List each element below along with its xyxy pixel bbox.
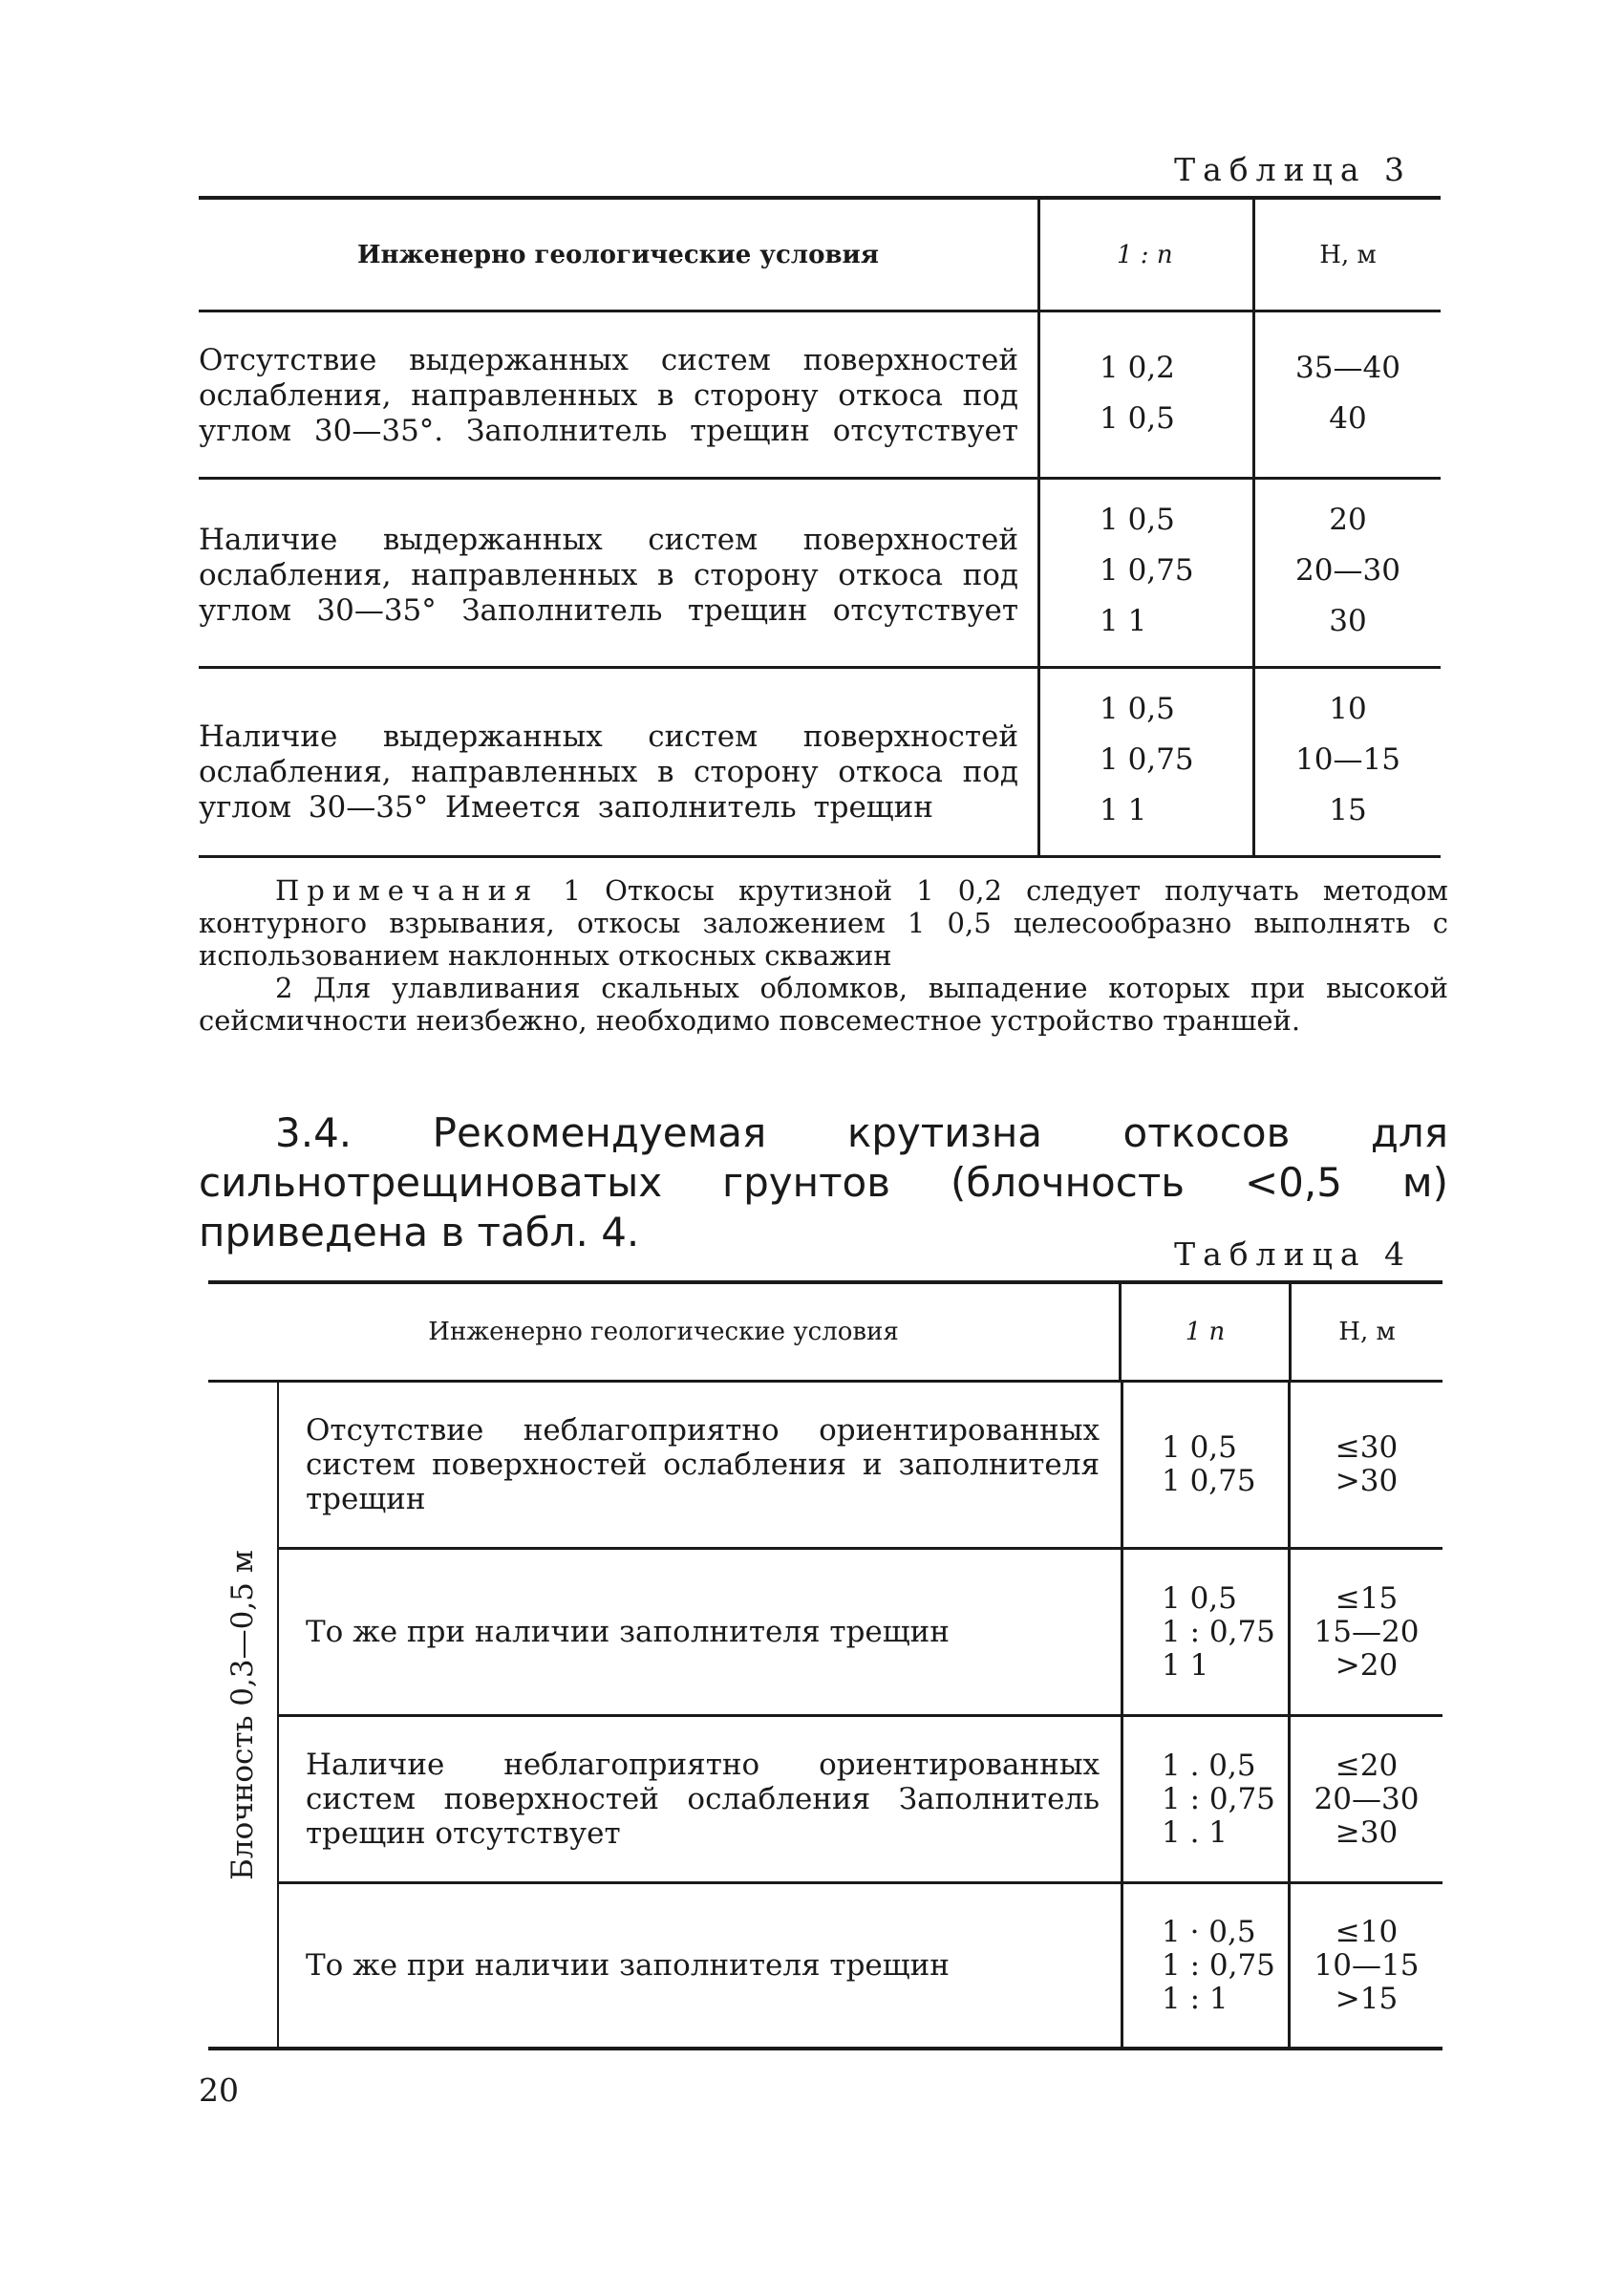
note-1: 1 Откосы крутизной 1 0,2 следует получать методом контурного взрывания, откосы заложением 1 0,5 целесообразно выполнять с использованием наклонных откосных скважин — [199, 874, 1448, 972]
blockiness-label: Блочность 0,3—0,5 м — [225, 1549, 260, 1880]
table4-row2-ratios — [1121, 1550, 1288, 1714]
height-value: 15—20 — [1314, 1614, 1420, 1649]
height-value: 15 — [1329, 793, 1367, 827]
table4-label: Таблица 4 — [1174, 1235, 1412, 1273]
table4-header-height: H, м — [1289, 1284, 1442, 1380]
paragraph-3-4: 3.4. Рекомендуемая крутизна откосов для сильнотрещиноватых грунтов (блочность <0,5 м) приведена в табл. 4. — [199, 1109, 1448, 1256]
table4-row2-conditions — [279, 1550, 1121, 1714]
table3-header-ratio: 1 : n — [1037, 200, 1252, 310]
condition-line: Отсутствие выдержанных систем поверхностей — [199, 343, 1018, 377]
table4-row4-ratios — [1121, 1884, 1288, 2047]
table3-row1-heights — [1252, 312, 1441, 477]
ratio-value: 1 0,75 — [1100, 742, 1194, 777]
height-value: 35—40 — [1295, 351, 1400, 385]
condition-line: углом 30—35°. Заполнитель трещин отсутствует — [199, 414, 1018, 448]
table4-row — [279, 1550, 1442, 1717]
table-4 — [208, 1280, 1442, 2050]
ratio-value: 1 1 — [1162, 1647, 1209, 1683]
table4-side-label — [208, 1383, 279, 2047]
height-value: ≤20 — [1335, 1748, 1399, 1783]
table4-row4-conditions — [279, 1884, 1121, 2047]
table3-row1-ratios — [1037, 312, 1252, 477]
table4-row1-ratios — [1121, 1383, 1288, 1547]
condition-line: ослабления, направленных в сторону откоса под — [199, 755, 1018, 789]
condition-text: Наличие неблагоприятно ориентированных систем поверхностей ослабления Заполнитель трещин отсутствует — [306, 1748, 1100, 1851]
condition-line: ослабления, направленных в сторону откоса под — [199, 378, 1018, 413]
height-value: ≤30 — [1335, 1430, 1399, 1465]
table3-row2-ratios — [1037, 480, 1252, 666]
ratio-value: 1 0,2 — [1100, 351, 1175, 385]
condition-text: То же при наличии заполнителя трещин — [306, 1948, 950, 1983]
condition-line: углом 30—35° Имеется заполнитель трещин — [199, 790, 933, 825]
table4-header — [208, 1284, 1442, 1383]
table3-row2-conditions — [199, 480, 1037, 666]
table4-row — [279, 1383, 1442, 1550]
ratio-value: 1 . 1 — [1162, 1814, 1229, 1850]
height-value: 40 — [1329, 401, 1367, 436]
table3-row — [199, 669, 1441, 858]
table3-row1-conditions — [199, 312, 1037, 477]
condition-line: Наличие выдержанных систем поверхностей — [199, 523, 1018, 557]
height-value: >20 — [1335, 1647, 1399, 1683]
table3-header-conditions: Инженерно геологические условия — [356, 240, 880, 269]
note-2: 2 Для улавливания скальных обломков, выпадение которых при высокой сейсмичности неизбежно, необходимо повсеместное устройство траншей. — [199, 972, 1448, 1037]
table4-row1-heights — [1288, 1383, 1442, 1547]
height-value: ≤15 — [1335, 1580, 1399, 1616]
condition-line: углом 30—35° Заполнитель трещин отсутствует — [199, 593, 1018, 628]
height-value: >30 — [1335, 1464, 1399, 1498]
table3-row3-heights — [1252, 669, 1441, 855]
height-value: 30 — [1329, 604, 1367, 638]
ratio-value: 1 0,75 — [1162, 1464, 1256, 1498]
height-value: >15 — [1335, 1981, 1399, 2016]
height-value: ≥30 — [1335, 1814, 1399, 1850]
table4-row3-heights — [1288, 1717, 1442, 1881]
table4-row4-heights — [1288, 1884, 1442, 2047]
condition-line: Наличие выдержанных систем поверхностей — [199, 719, 1018, 754]
table4-row2-heights — [1288, 1550, 1442, 1714]
table4-header-ratio: 1 n — [1119, 1284, 1289, 1380]
condition-text: Отсутствие неблагоприятно ориентированных систем поверхностей ослабления и заполнителя трещин — [306, 1413, 1100, 1516]
ratio-value: 1 : 0,75 — [1162, 1781, 1275, 1816]
table3-row3-conditions — [199, 669, 1037, 855]
ratio-value: 1 : 0,75 — [1162, 1947, 1275, 1983]
table-3 — [199, 196, 1441, 858]
height-value: ≤10 — [1335, 1914, 1399, 1949]
table3-row — [199, 480, 1441, 669]
notes-label: Примечания — [275, 874, 540, 907]
height-value: 10—15 — [1295, 742, 1400, 777]
ratio-value: 1 0,5 — [1100, 503, 1175, 537]
height-value: 10 — [1329, 692, 1367, 726]
ratio-value: 1 · 0,5 — [1162, 1914, 1256, 1949]
table4-header-conditions: Инженерно геологические условия — [428, 1318, 899, 1346]
table4-row — [279, 1884, 1442, 2047]
table3-row3-ratios — [1037, 669, 1252, 855]
table3-label: Таблица 3 — [1174, 151, 1412, 188]
table4-body — [208, 1383, 1442, 2050]
ratio-value: 1 0,5 — [1162, 1580, 1237, 1616]
table4-row3-ratios — [1121, 1717, 1288, 1881]
ratio-value: 1 1 — [1100, 793, 1147, 827]
height-value: 20—30 — [1314, 1781, 1420, 1816]
table3-notes — [199, 874, 1448, 1037]
table3-row2-heights — [1252, 480, 1441, 666]
height-value: 20 — [1329, 503, 1367, 537]
ratio-value: 1 0,5 — [1162, 1430, 1237, 1465]
condition-line: ослабления, направленных в сторону откоса под — [199, 558, 1018, 592]
table4-row — [279, 1717, 1442, 1884]
height-value: 20—30 — [1295, 553, 1400, 588]
ratio-value: 1 : 0,75 — [1162, 1614, 1275, 1649]
ratio-value: 1 1 — [1100, 604, 1147, 638]
table3-row — [199, 312, 1441, 480]
ratio-value: 1 : 1 — [1162, 1981, 1229, 2016]
table4-row1-conditions — [279, 1383, 1121, 1547]
ratio-value: 1 0,75 — [1100, 553, 1194, 588]
page-number: 20 — [199, 2071, 239, 2109]
table4-row3-conditions — [279, 1717, 1121, 1881]
ratio-value: 1 . 0,5 — [1162, 1748, 1256, 1783]
table4-rows — [279, 1383, 1442, 2047]
table3-header-height: H, м — [1252, 200, 1441, 310]
height-value: 10—15 — [1314, 1947, 1420, 1983]
ratio-value: 1 0,5 — [1100, 401, 1175, 436]
ratio-value: 1 0,5 — [1100, 692, 1175, 726]
condition-text: То же при наличии заполнителя трещин — [306, 1615, 950, 1649]
table3-header — [199, 200, 1441, 312]
